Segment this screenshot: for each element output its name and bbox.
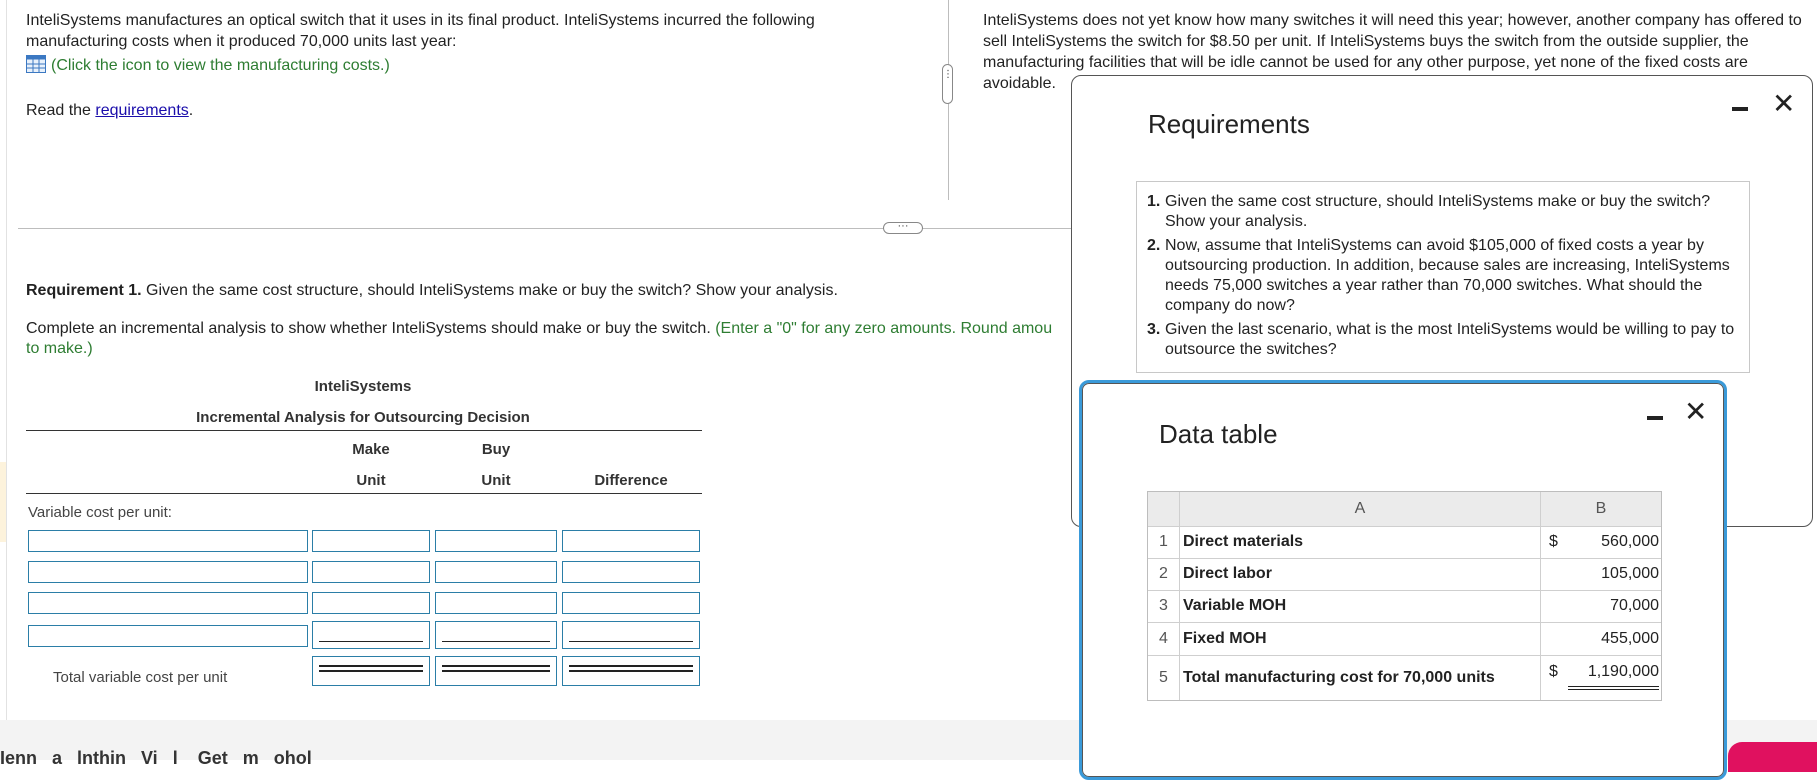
problem-intro: InteliSystems manufactures an optical switch that it uses in its final product. InteliSystems incurred the following manufacturing costs when it produced 70,000 units last year:: [26, 12, 815, 50]
horizontal-splitter-handle[interactable]: ···: [883, 222, 923, 234]
row-currency: [1540, 558, 1564, 590]
cost-data-table: [1147, 491, 1662, 701]
buy-unit-input-3[interactable]: [435, 592, 557, 614]
pink-action-button[interactable]: [1728, 742, 1817, 772]
row-value: 70,000: [1610, 597, 1659, 614]
instruction-text: Complete an incremental analysis to show whether InteliSystems should make or buy the switch.: [26, 320, 716, 337]
requirement-item: [1147, 320, 1737, 360]
row-value: 1,190,000: [1587, 663, 1659, 680]
table-title: Incremental Analysis for Outsourcing Decision: [196, 409, 530, 426]
difference-input-3[interactable]: [562, 592, 700, 614]
buy-unit-input-1[interactable]: [435, 530, 557, 552]
row-value: 455,000: [1601, 629, 1659, 647]
row-total-label: Total variable cost per unit: [53, 669, 228, 686]
make-unit-input-4[interactable]: [312, 621, 430, 649]
col-a-header: A: [1354, 500, 1366, 517]
col-b-header: B: [1540, 492, 1661, 526]
row-number: 4: [1148, 622, 1180, 655]
table-company: InteliSystems: [314, 378, 412, 395]
table-header-rule: [26, 493, 702, 494]
make-unit-input-3[interactable]: [312, 592, 430, 614]
view-costs-row[interactable]: [26, 55, 390, 76]
row-variable-label: Variable cost per unit:: [28, 504, 172, 521]
difference-input-1[interactable]: [562, 530, 700, 552]
col-buy-header: Buy: [481, 441, 511, 458]
row-currency: $: [1540, 526, 1564, 558]
total-underline-2: [1568, 689, 1659, 690]
data-table-header-row: [1148, 492, 1661, 527]
difference-total-input[interactable]: [562, 656, 700, 686]
requirement-1-heading: [26, 280, 1076, 301]
row-number: 1: [1148, 526, 1180, 558]
instruction-hint: (Enter a "0" for any zero amounts. Round amou: [715, 320, 1053, 337]
close-icon[interactable]: ✕: [1684, 396, 1708, 427]
requirement-text: Given the last scenario, what is the most InteliSystems would be willing to pay to outsource the switches?: [1165, 321, 1735, 358]
problem-right-text: InteliSystems does not yet know how many switches it will need this year; however, another company has offered to sell InteliSystems the switch for $8.50 per unit. If InteliSystems buys the switch from the outside supplier, the manufacturing facilities that will be idle cannot be used for any other purpose, yet none of the fixed costs are avoidable.: [983, 12, 1802, 92]
difference-input-2[interactable]: [562, 561, 700, 583]
table-top-rule: [26, 430, 702, 431]
data-table-dialog-title: Data table: [1159, 419, 1278, 449]
difference-input-4[interactable]: [562, 621, 700, 649]
vertical-splitter-handle[interactable]: ⋮: [942, 64, 953, 104]
col-difference: Difference: [594, 472, 668, 489]
row-number: 3: [1148, 590, 1180, 622]
col-buy-unit: Unit: [481, 472, 511, 489]
requirement-1-text: Given the same cost structure, should InteliSystems make or buy the switch? Show your analysis.: [141, 282, 838, 299]
row-currency: $: [1540, 655, 1564, 700]
requirement-1-label: Requirement 1.: [26, 282, 142, 299]
row-label: Direct labor: [1183, 565, 1272, 582]
row-label: Variable MOH: [1183, 597, 1287, 614]
read-requirements: [26, 100, 193, 121]
instruction-hint-cont: to make.): [26, 340, 93, 357]
requirement-num: 2.: [1147, 237, 1161, 254]
requirement-text: Now, assume that InteliSystems can avoid $105,000 of fixed costs a year by outsourcing production. In addition, because sales are increasing, InteliSystems needs 75,000 switches a year rather than 70,000 switches. What should the company do now?: [1165, 237, 1730, 314]
data-table-dialog: [1079, 380, 1727, 780]
table-row: [1148, 622, 1661, 656]
make-unit-input-1[interactable]: [312, 530, 430, 552]
instruction-line: [26, 318, 1076, 339]
requirement-num: 3.: [1147, 321, 1161, 338]
table-row: [1148, 526, 1661, 559]
buy-unit-input-2[interactable]: [435, 561, 557, 583]
row-label: Total manufacturing cost for 70,000 units: [1183, 668, 1495, 686]
row-label: Direct materials: [1183, 533, 1304, 550]
variable-cost-label-input-1[interactable]: [28, 530, 308, 552]
variable-cost-label-input-2[interactable]: [28, 561, 308, 583]
left-edge-tab: [0, 462, 6, 542]
requirement-item: [1147, 192, 1737, 232]
left-edge: [0, 0, 7, 720]
row-currency: [1540, 622, 1564, 655]
row-label: Fixed MOH: [1183, 629, 1267, 647]
minimize-icon[interactable]: [1647, 416, 1663, 420]
row-number: 5: [1148, 655, 1180, 700]
row-currency: [1540, 590, 1564, 622]
requirement-text: Given the same cost structure, should InteliSystems make or buy the switch? Show your analysis.: [1165, 193, 1711, 230]
close-icon[interactable]: ✕: [1772, 88, 1796, 119]
bottom-cutoff-text: Ienn a lnthin Vi l Get m ohol: [0, 748, 312, 768]
variable-cost-label-input-4[interactable]: [28, 625, 308, 647]
requirements-dialog-title: Requirements: [1148, 109, 1310, 139]
table-row-total: [1148, 655, 1661, 700]
variable-cost-label-input-3[interactable]: [28, 592, 308, 614]
table-row: [1148, 558, 1661, 591]
row-number: 2: [1148, 558, 1180, 590]
minimize-icon[interactable]: [1732, 107, 1748, 111]
table-row: [1148, 590, 1661, 623]
col-make-header: Make: [352, 441, 390, 458]
make-total-input[interactable]: [312, 656, 430, 686]
make-unit-input-2[interactable]: [312, 561, 430, 583]
table-grid-icon[interactable]: [26, 55, 46, 73]
buy-unit-input-4[interactable]: [435, 621, 557, 649]
col-make-unit: Unit: [356, 472, 386, 489]
total-underline-1: [1568, 686, 1659, 687]
requirements-list: [1136, 181, 1750, 373]
view-costs-link[interactable]: (Click the icon to view the manufacturing costs.): [51, 57, 390, 74]
buy-total-input[interactable]: [435, 656, 557, 686]
read-prefix: Read the: [26, 102, 96, 119]
requirement-item: [1147, 236, 1737, 316]
row-value: 105,000: [1601, 565, 1659, 582]
row-number-header: [1148, 492, 1180, 526]
requirement-num: 1.: [1147, 193, 1161, 210]
row-value: 560,000: [1601, 533, 1659, 550]
requirements-link[interactable]: requirements: [95, 102, 189, 119]
read-suffix: .: [188, 102, 194, 119]
